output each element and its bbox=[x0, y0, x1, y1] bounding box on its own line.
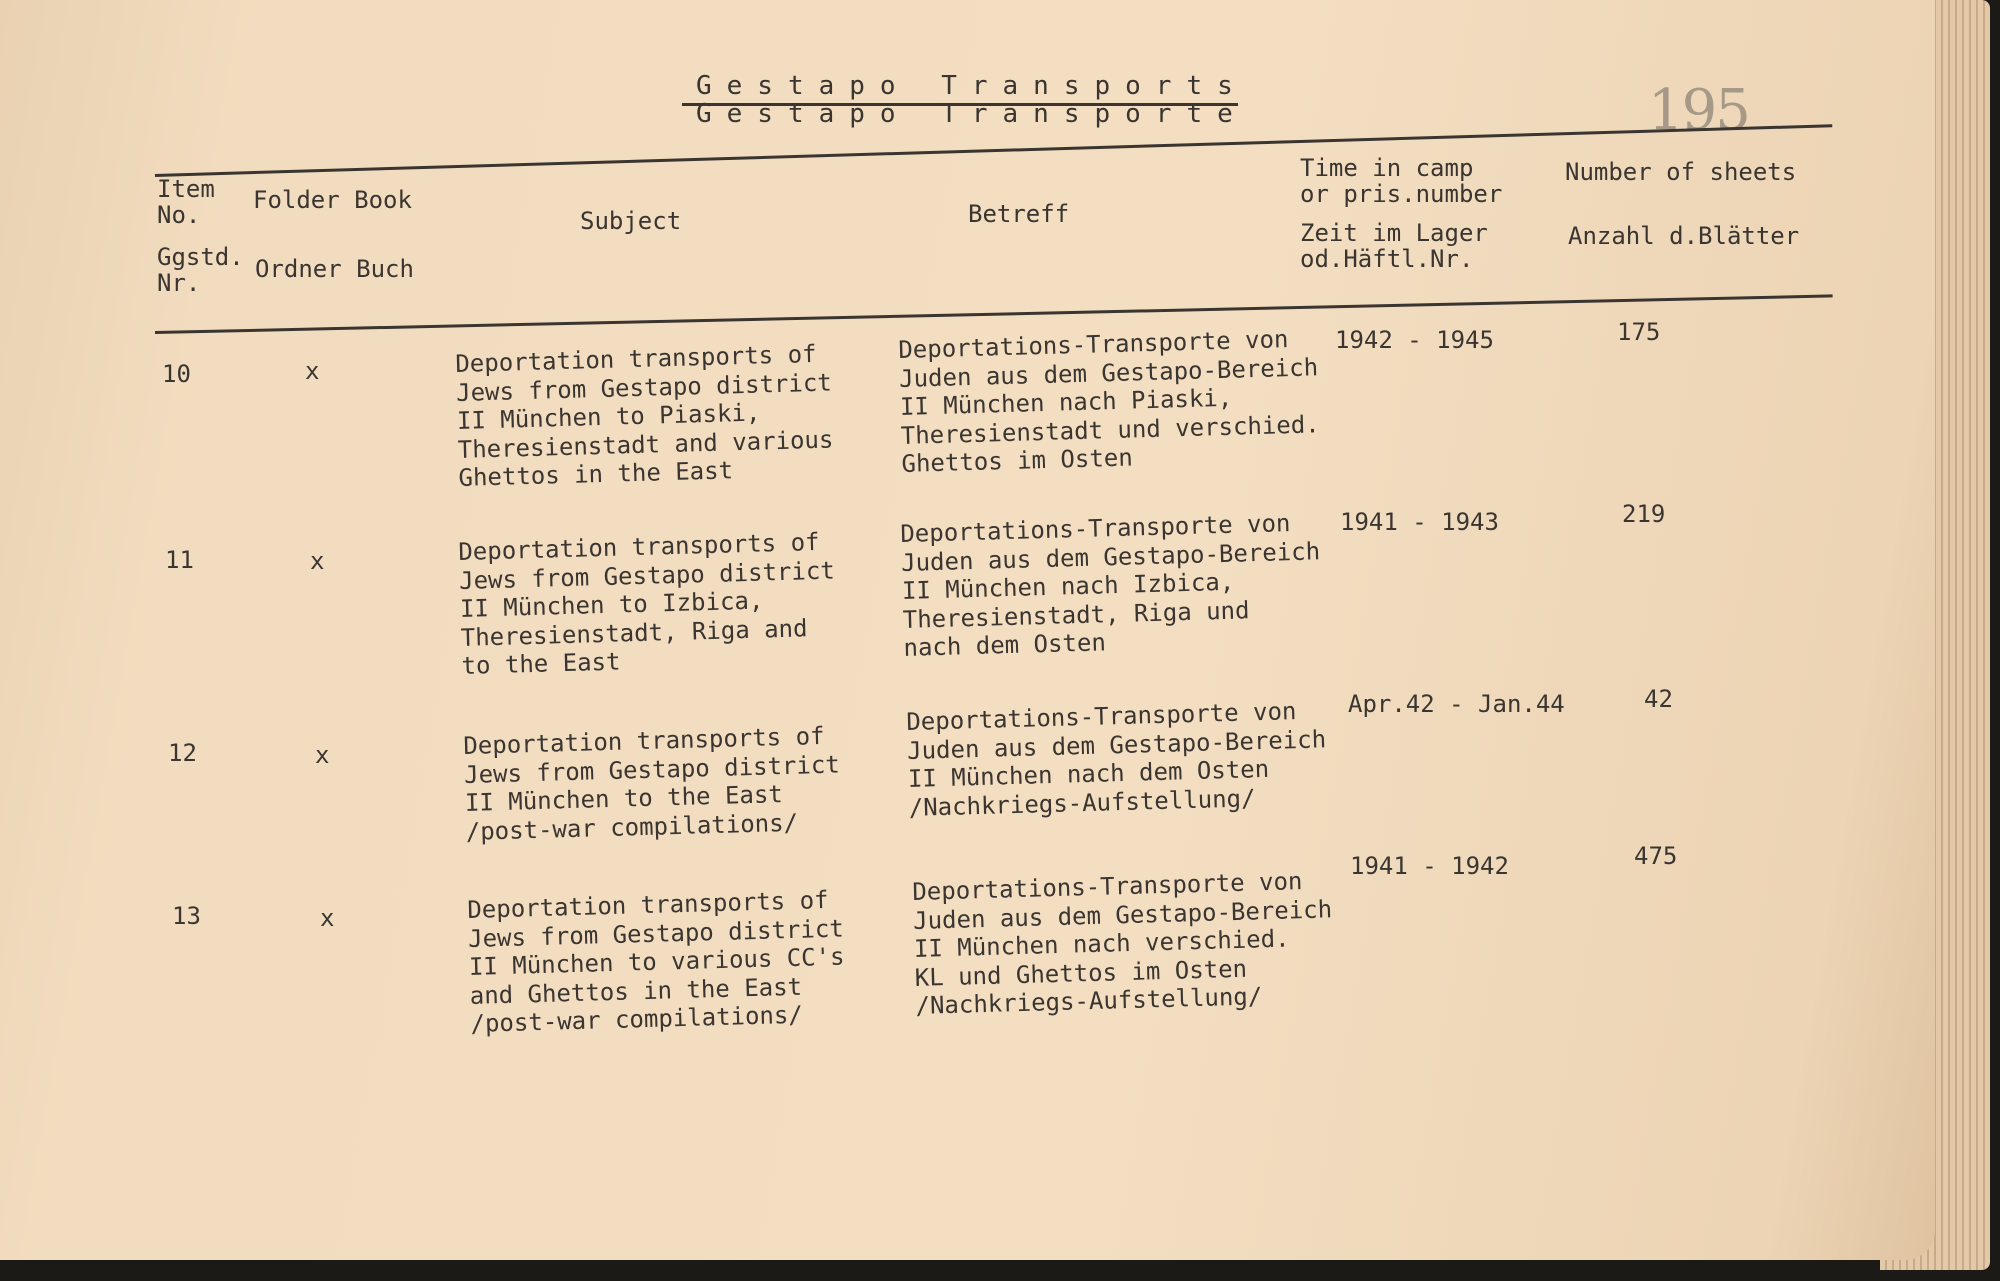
header-subject: Subject bbox=[580, 207, 682, 235]
row-time-range: 1941 - 1943 bbox=[1340, 508, 1499, 536]
header-sheets-de: Anzahl d.Blätter bbox=[1568, 222, 1800, 250]
title-german: Gestapo Transporte bbox=[696, 99, 1248, 129]
header-bottom-rule bbox=[155, 294, 1833, 334]
row-betreff: Deportations-Transporte von Juden aus dem Gestapo-Bereich II München nach dem Osten /Nachkriegs-Aufstellung/ bbox=[906, 697, 1327, 822]
row-item-number: 12 bbox=[168, 739, 197, 767]
row-item-number: 13 bbox=[172, 902, 201, 930]
row-item-number: 10 bbox=[162, 360, 191, 388]
header-folder-book: Folder Book bbox=[253, 186, 412, 214]
row-subject: Deportation transports of Jews from Gestapo district II München to Izbica, Theresienstadt, Riga and to the East bbox=[458, 527, 836, 680]
row-time-range: Apr.42 - Jan.44 bbox=[1348, 690, 1565, 718]
title-english: Gestapo Transports bbox=[696, 71, 1248, 101]
row-sheet-count: 475 bbox=[1634, 842, 1678, 870]
sheet-number-stamp: 195 bbox=[1648, 78, 1749, 143]
header-ggstd-nr: Ggstd. Nr. bbox=[157, 243, 244, 297]
row-time-range: 1941 - 1942 bbox=[1350, 852, 1509, 880]
row-subject: Deportation transports of Jews from Gestapo district II München to various CC's and Ghettos in the East /post-war compilations/ bbox=[467, 885, 845, 1038]
header-item-no: Item No. bbox=[157, 175, 215, 229]
header-ordner-buch: Ordner Buch bbox=[255, 255, 414, 283]
header-time-de-2: od.Häftl.Nr. bbox=[1300, 245, 1474, 273]
row-sheet-count: 219 bbox=[1622, 500, 1666, 528]
row-betreff: Deportations-Transporte von Juden aus dem Gestapo-Bereich II München nach verschied. KL und Ghettos im Osten /Nachkriegs-Aufstellung/ bbox=[912, 867, 1333, 1020]
header-time-de-1: Zeit im Lager bbox=[1300, 219, 1488, 247]
header-betreff: Betreff bbox=[968, 200, 1070, 228]
row-time-range: 1942 - 1945 bbox=[1335, 326, 1494, 354]
row-folder-mark: x bbox=[320, 904, 335, 932]
row-subject: Deportation transports of Jews from Gestapo district II München to the East /post-war compilations/ bbox=[463, 721, 841, 846]
header-time-en-1: Time in camp bbox=[1300, 154, 1474, 182]
row-folder-mark: x bbox=[305, 357, 320, 385]
header-sheets-en: Number of sheets bbox=[1565, 158, 1797, 186]
row-betreff: Deportations-Transporte von Juden aus dem Gestapo-Bereich II München nach Piaski, Theresienstadt und verschied. Ghettos im Osten bbox=[898, 325, 1321, 478]
row-folder-mark: x bbox=[310, 547, 325, 575]
header-time-en-2: or pris.number bbox=[1300, 180, 1503, 208]
row-item-number: 11 bbox=[165, 546, 194, 574]
row-folder-mark: x bbox=[315, 741, 330, 769]
row-sheet-count: 175 bbox=[1617, 318, 1661, 346]
row-sheet-count: 42 bbox=[1644, 685, 1673, 713]
row-subject: Deportation transports of Jews from Gestapo district II München to Piaski, Theresienstadt and various Ghettos in the East bbox=[455, 339, 834, 492]
row-betreff: Deportations-Transporte von Juden aus dem Gestapo-Bereich II München nach Izbica, Theresienstadt, Riga und nach dem Osten bbox=[900, 509, 1321, 662]
